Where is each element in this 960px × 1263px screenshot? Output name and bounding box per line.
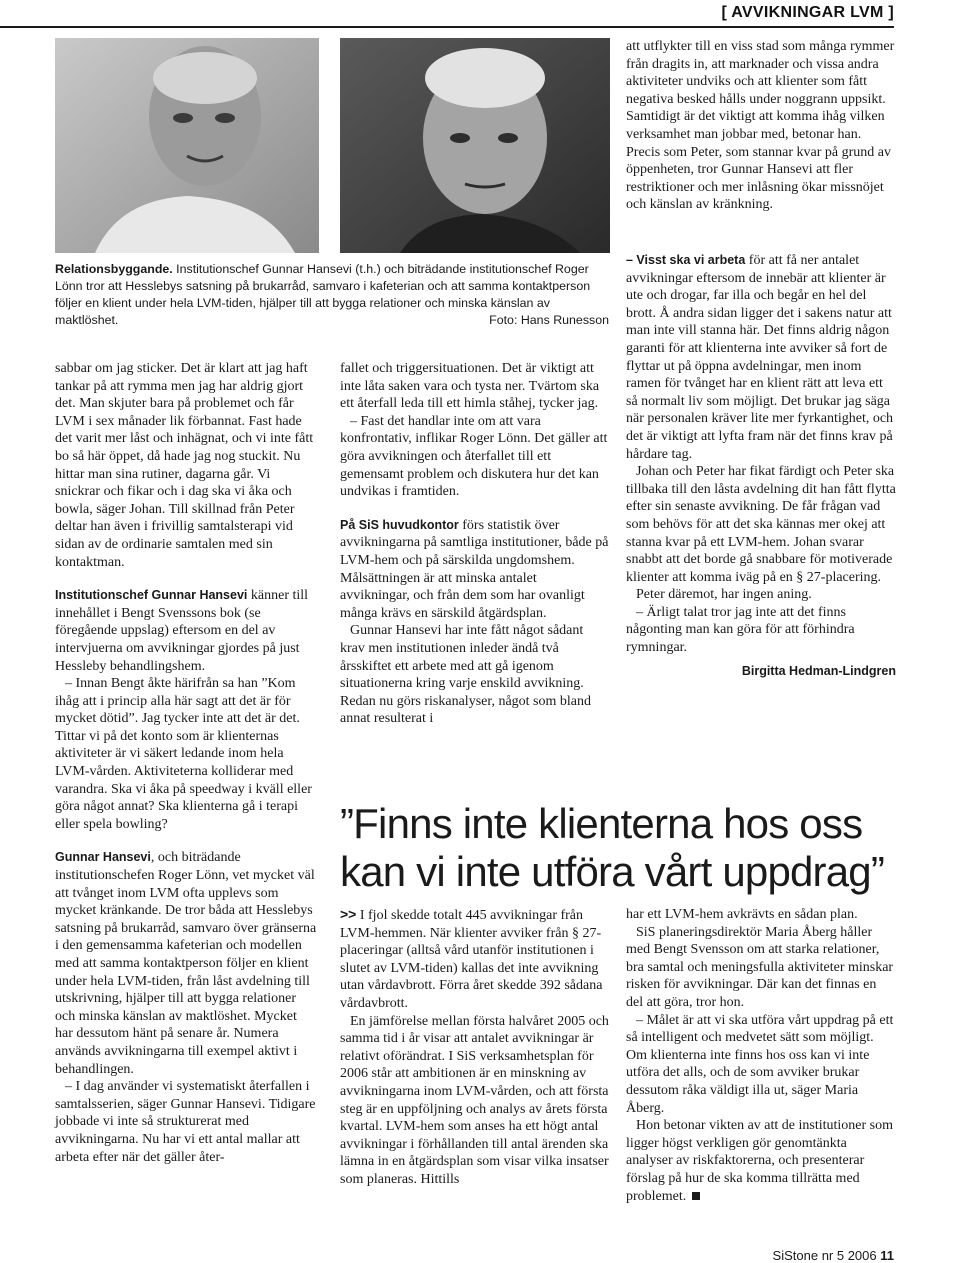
paragraph: att utflykter till en viss stad som många rymmer från dragits in, att marknader och vissa andra aktiviteter undviks och att klienter som fått negativa besked hålls under noggrann uppsikt. Samtidigt är det viktigt att komma ihåg vilken verksamhet man jobbar med, betonar han. Precis som Peter, som stannar kvar på grund av öppenheten, tror Gunnar Hansevi att fler restriktioner och mer inlåsning ökar missnöjet och känslan av kränkning. [626, 39, 895, 213]
column-2 [340, 360, 610, 728]
paragraph: – Målet är att vi ska utföra vårt uppdrag på ett så intelligent och medvetet sätt som möjligt. Om klienterna inte finns hos oss kan vi inte utföra det alls, och de som avviker brukar dessutom råka väldigt illa ut, säger Maria Åberg. [626, 1012, 894, 1116]
pull-quote-line-1: ”Finns inte klienterna hos oss [340, 800, 863, 847]
paragraph [340, 517, 610, 623]
paragraph-text: förs statistik över avvikningarna på samtliga institutioner, både på LVM-hem och på särskilda ungdomshem. Målsättningen är att minska antalet avvikningar, och från dem som har ovanligt många krävs en särskild åtgärdsplan. [340, 517, 609, 621]
paragraph: fallet och triggersituationen. Det är viktigt att inte låta saken vara och tysta ner. Tvärtom ska ett återfall leda till ett himla ståhej, tycker jag. [340, 361, 600, 412]
paragraph [626, 1117, 896, 1205]
paragraph: – I dag använder vi systematiskt återfallen i samtalsserien, säger Gunnar Hansevi. Tidigare jobbade vi inte så strukturerat med avvikningarna. Nu har vi ett antal mallar att arbeta efter när det gäller åter- [55, 1079, 316, 1165]
paragraph: – Innan Bengt åkte härifrån sa han ”Kom ihåg att i princip alla här sagt att det är för mycket dötid”. Jag tycker inte att det är det. Tittar vi på det konto som är klienternas aktiviteter är vi säkert ledande inom hela LVM-vården. Aktiviteterna kolliderar med varandra. Ska vi åka på speedway i kväll eller göra något annat? Ska klienterna gå i terapi eller spela bowling? [55, 676, 312, 832]
pull-quote-line-2: kan vi inte utföra vårt uppdrag” [340, 848, 885, 895]
portrait-right-image [340, 38, 610, 253]
paragraph: Gunnar Hansevi har inte fått något sådant krav men institutionen inleder ändå två årsskiftet ett arbete med att gå igenom situationerna kring varje enskild avvikning. Redan nu görs riskanalyser, något som bland annat resulterat i [340, 623, 592, 727]
paragraph: sabbar om jag sticker. Det är klart att jag haft tankar på att rymma men jag har aldrig gjort det. Man skjuter bara på problemet och får LVM i sex månader lik förbannat. Fast hade det varit mer låst och inhägnat, och vi inte fått bo så här öppet, då hade jag nog stuckit. Nu hittar man sina rutiner, dagarna går. Vi snickrar och fikar och i dag ska vi åka och bowla, säger Johan. Till skillnad från Peter deltar han även i frivillig samtalsterapi vid sidan av de ordinarie samtalen med sin kontaktman. [55, 361, 314, 570]
paragraph [340, 906, 610, 1013]
portrait-photo-left [55, 38, 319, 253]
photo-caption [55, 261, 609, 329]
paragraph [626, 252, 896, 463]
arrows-icon: >> [340, 906, 357, 922]
magazine-issue: SiStone nr 5 2006 [772, 1248, 877, 1263]
paragraph: Johan och Peter har fikat färdigt och Peter ska tillbaka till den låsta avdelning dit han fått flytta efter sin senaste avvikning. De får frågan vad som behövs för att det ska kännas mer okej att stanna kvar på ett LVM-hem. Johan svarar snabbt att det borde gå snabbare för motiverade klienter att komma iväg på en § 27-placering. [626, 464, 896, 585]
column-top-right [626, 38, 896, 214]
caption-lead: Relationsbyggande. [55, 262, 173, 276]
section-tag: [ AVVIKNINGAR LVM ] [721, 4, 894, 21]
paragraph: SiS planeringsdirektör Maria Åberg håller med Bengt Svensson om att starka relationer, bra samtal och meningsfulla aktiviteter minskar risken för avvikningar. Där kan det finnas en del att göra, tror hon. [626, 924, 894, 1010]
paragraph [55, 587, 317, 675]
paragraph: En jämförelse mellan första halvåret 2005 och samma tid i år visar att antalet avvikningar är relativt oförändrat. I SiS verksamhetsplan för 2006 står att ambitionen är en minskning av avvikningarna inom LVM-vården, och att första steg är en uppföljning och analys av årets första kvartal. LVM-hem som anses ha ett högt antal avvikningar i förhållanden till antal ärenden ska lämna in en åtgärdsplan som visar vilka insatser som planeras. Hittills [340, 1013, 609, 1187]
column-1 [55, 360, 317, 1166]
column-3 [626, 252, 896, 680]
pull-quote [340, 800, 884, 896]
column-3-bottom [626, 906, 896, 1205]
paragraph: Peter däremot, har ingen aning. [636, 587, 812, 603]
top-rule [0, 26, 894, 28]
paragraph [55, 849, 317, 1078]
end-mark-icon [692, 1192, 700, 1200]
paragraph-text: Hon betonar vikten av att de institutioner som ligger högst verkligen gör genomtänkta analyser av riskfaktorerna, och presenterar förslag på hur de ska komma tillrätta med problemet. [626, 1118, 894, 1204]
caption-text: Institutionschef Gunnar Hansevi (t.h.) och biträdande institutionschef Roger Lönn tror att Hesslebys satsning på brukarråd, samvaro i kafeterian och att samma kontaktperson följer en klient under hela LVM-tiden, hjälper till att bygga relationer och minska känslan av maktlöshet. [55, 262, 591, 327]
paragraph-lead: Institutionschef Gunnar Hansevi [55, 588, 248, 603]
portrait-photo-right [340, 38, 610, 253]
photo-credit: Foto: Hans Runesson [489, 313, 609, 327]
paragraph-lead: Gunnar Hansevi [55, 850, 151, 865]
column-2-bottom [340, 906, 610, 1189]
paragraph-text: , och biträdande institutionschefen Roger Lönn, vet mycket väl att tvånget inom LVM ofta upplevs som mycket kränkande. De tror båda att Hesslebys satsning på brukarråd, samvaro över gränserna i den gemensamma kafeterian och modellen med att samma kontaktperson följer en klient under hela LVM-tiden, från låst avdelning till utskrivning, hjälper till att bygga relationer och minska känslan av maktlöshet. Mycket har dessutom hänt på senare år. Numera används avvikningarna till exempel aktivt i behandlingen. [55, 850, 317, 1077]
portrait-left-image [55, 38, 319, 253]
author-signature: Birgitta Hedman-Lindgren [741, 663, 896, 678]
paragraph: – Ärligt talat tror jag inte att det finns någonting man kan göra för att förhindra rymningar. [626, 604, 855, 656]
paragraph: – Fast det handlar inte om att vara konfrontativ, inflikar Roger Lönn. Det gäller att göra avvikningen och återfallet till ett gemensamt problem och diskutera hur det kan undvikas i framtiden. [340, 413, 608, 500]
paragraph-text: för att få ner antalet avvikningar eftersom de innebär att klienter är ute och drogar, far illa och begår en hel del brott. Å andra sidan ligger det i sakens natur att man inte vill stanna här. Det finns aldrig någon garanti för att klienterna inte avviker så fort de flyttar ut på öppna avdelningar, men inom ramen för tvånget har en klient rätt att leva ett så normalt liv som möjligt. Det brukar jag säga när personalen kräver lite mer fyrkantighet, och det är viktigt att lyfta fram när det finns krav på hårdare tag. [626, 253, 894, 462]
paragraph-text: känner till innehållet i Bengt Svenssons bok (se föregående uppslag) eftersom en del av intervjuerna om avvikningar gjordes på just Hessleby behandlingshem. [55, 588, 309, 674]
paragraph: har ett LVM-hem avkrävts en sådan plan. [626, 907, 858, 922]
paragraph-text: I fjol skedde totalt 445 avvikningar från LVM-hemmen. När klienter avviker från § 27-placeringar (alltså vård utanför institutionen i slutet av LVM-tiden) kallas det inte avvikning utan vårdavbrott. Förra året skedde 392 sådana vårdavbrott. [340, 908, 603, 1011]
paragraph-lead: – Visst ska vi arbeta [626, 253, 746, 267]
paragraph-lead: På SiS huvudkontor [340, 517, 459, 532]
page-number: 11 [880, 1248, 894, 1263]
